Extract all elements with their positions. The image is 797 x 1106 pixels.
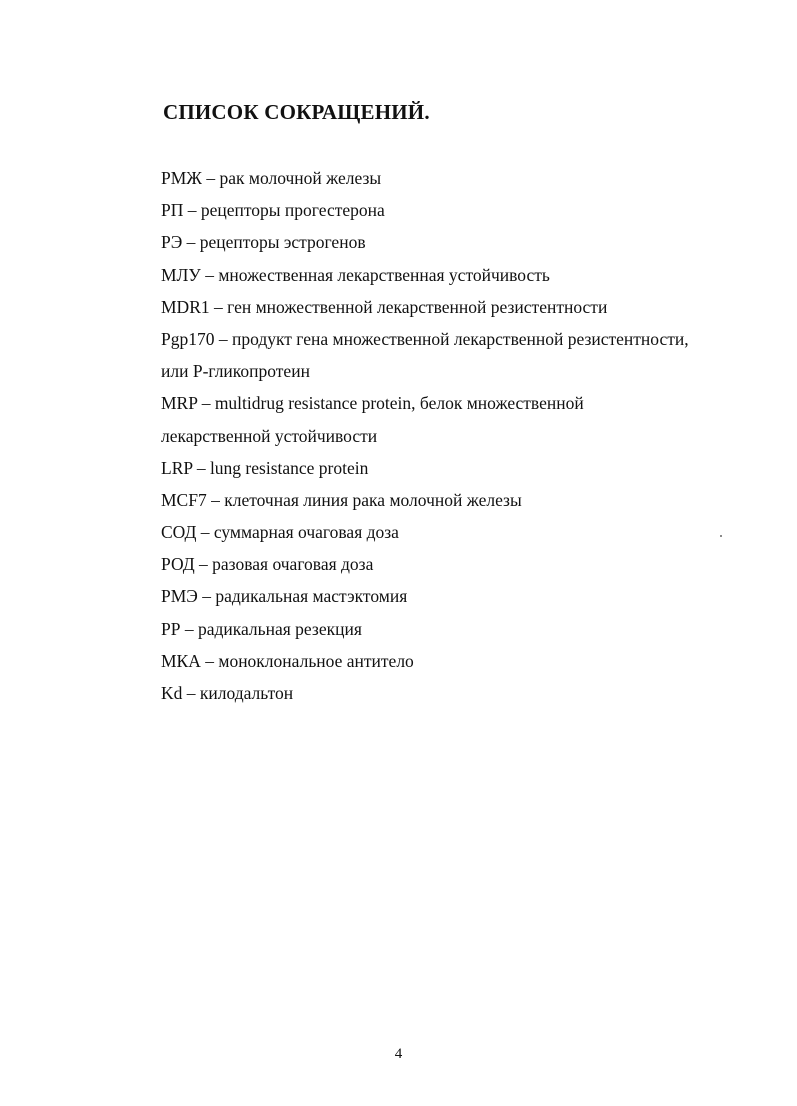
abbreviation-item <box>161 387 761 451</box>
page-number: 4 <box>394 1046 403 1062</box>
abbreviation-item <box>161 162 761 194</box>
abbreviation-text: Kd – килодальтон <box>161 683 294 704</box>
abbreviation-item <box>161 323 761 387</box>
abbreviation-item <box>161 452 761 484</box>
abbreviation-text: LRP – lung resistance protein <box>161 457 369 478</box>
abbreviation-item <box>161 548 761 580</box>
abbreviation-item <box>161 645 761 677</box>
abbreviation-text: МКА – моноклональное антитело <box>161 650 414 671</box>
abbreviation-text: РОД – разовая очаговая доза <box>161 554 374 575</box>
abbreviation-text: РМЭ – радикальная мастэктомия <box>161 586 408 607</box>
abbreviation-item <box>161 677 761 709</box>
abbreviation-text: СОД – суммарная очаговая доза <box>161 522 399 543</box>
scan-speck <box>720 535 722 537</box>
abbreviation-item <box>161 259 761 291</box>
abbreviation-list <box>161 162 761 709</box>
abbreviation-text: РП – рецепторы прогестерона <box>161 200 385 221</box>
abbreviation-item <box>161 226 761 258</box>
abbreviation-text-continuation: или Р-гликопротеин <box>161 361 310 382</box>
abbreviation-text: МЛУ – множественная лекарственная устойчивость <box>161 264 550 285</box>
abbreviation-item <box>161 484 761 516</box>
abbreviation-text-continuation: лекарственной устойчивости <box>161 425 378 446</box>
abbreviation-item <box>161 291 761 323</box>
abbreviation-item <box>161 516 761 548</box>
page-title: СПИСОК СОКРАЩЕНИЙ. <box>163 100 430 124</box>
abbreviation-text: MRP – multidrug resistance protein, белок множественной <box>161 393 584 414</box>
abbreviation-item <box>161 613 761 645</box>
abbreviation-text: Pgp170 – продукт гена множественной лекарственной резистентности, <box>161 328 689 349</box>
abbreviation-text: РР – радикальная резекция <box>161 618 362 639</box>
abbreviation-text: MDR1 – ген множественной лекарственной резистентности <box>161 296 608 317</box>
abbreviation-text: РЭ – рецепторы эстрогенов <box>161 232 366 253</box>
abbreviation-text: РМЖ – рак молочной железы <box>161 168 382 188</box>
abbreviation-item <box>161 580 761 612</box>
abbreviation-text: MCF7 – клеточная линия рака молочной железы <box>161 489 522 510</box>
abbreviation-item <box>161 194 761 226</box>
